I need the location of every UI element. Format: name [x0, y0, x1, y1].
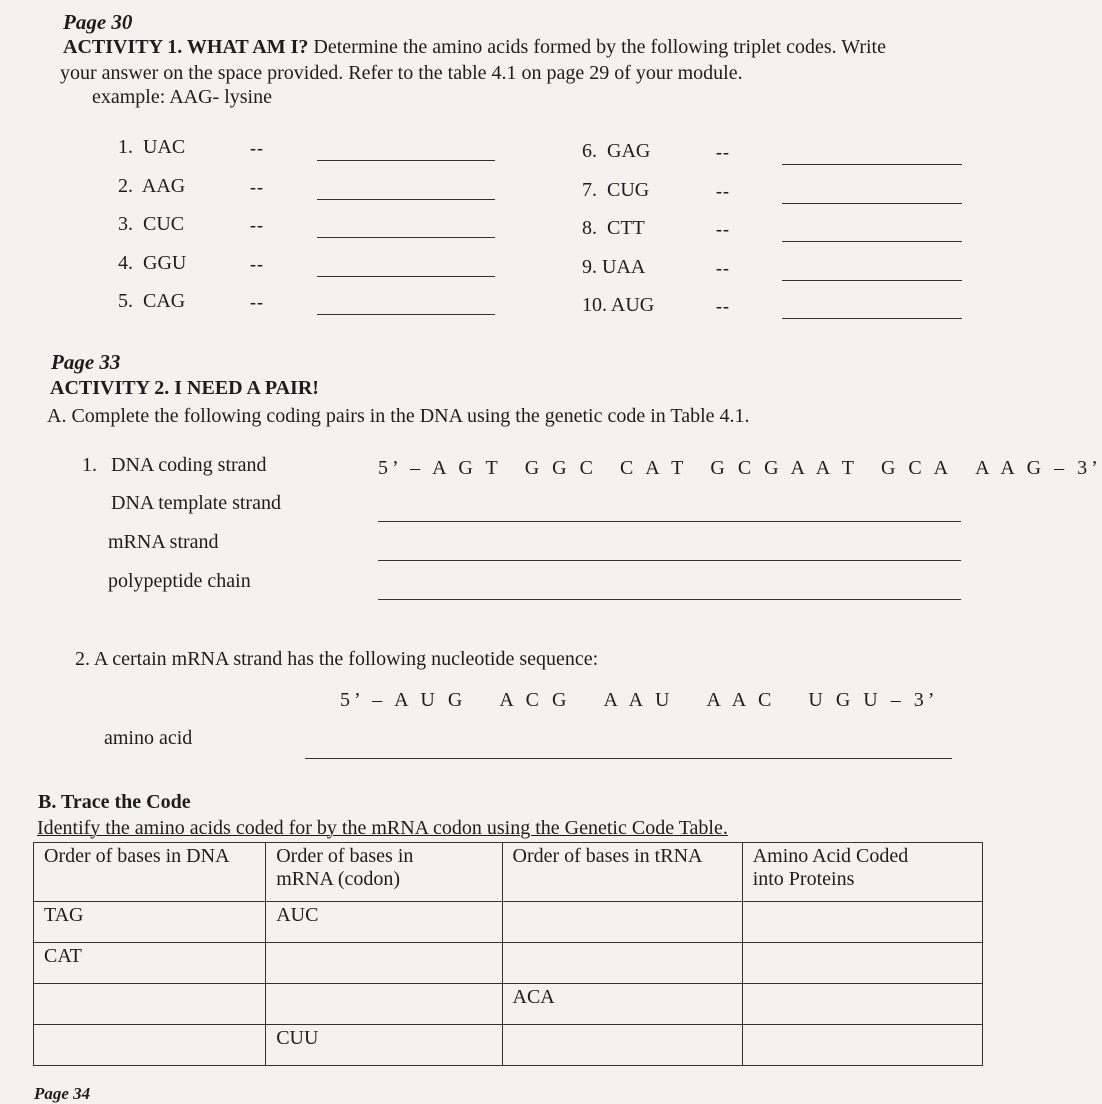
table-cell[interactable] [742, 943, 982, 984]
table-cell[interactable] [742, 984, 982, 1025]
table-cell[interactable] [502, 902, 742, 943]
table-cell[interactable]: CAT [34, 943, 266, 984]
answer-blank-triplet[interactable] [782, 164, 962, 165]
seq-segment: 5’ – A G T [378, 457, 502, 479]
table-cell[interactable]: AUC [266, 902, 502, 943]
triplet-separator: -- [250, 176, 264, 197]
q1-row-dna-coding: DNA coding strand [111, 454, 267, 476]
answer-blank-polypeptide[interactable] [378, 599, 961, 600]
answer-blank-amino-acid[interactable] [305, 758, 952, 759]
triplet-item-label: 9. UAA [582, 255, 646, 278]
part-b-title: B. Trace the Code [38, 791, 191, 813]
header-trna-text: Order of bases in tRNA [512, 845, 703, 867]
seq-segment: A A C [706, 689, 776, 711]
triplet-separator: -- [250, 138, 264, 158]
answer-blank-triplet[interactable] [317, 314, 495, 315]
header-mrna [266, 843, 502, 902]
q1-row-dna-template: DNA template strand [111, 492, 281, 514]
trace-table-body [34, 902, 983, 1066]
table-cell[interactable] [502, 1025, 742, 1066]
table-cell[interactable] [742, 1025, 982, 1066]
header-trna [502, 843, 742, 902]
triplet-item-label: 1. UAC [118, 136, 186, 158]
activity2-part-a: A. Complete the following coding pairs in the DNA using the genetic code in Table 4.1. [47, 405, 750, 427]
table-row [34, 1025, 983, 1066]
q1-row-polypeptide: polypeptide chain [108, 570, 251, 592]
header-amino-acid [742, 843, 982, 902]
table-cell[interactable] [266, 984, 502, 1025]
triplet-separator: -- [250, 215, 264, 235]
seq-segment: G C G A A T [710, 457, 858, 479]
seq-segment: A A U [603, 689, 674, 711]
table-header-row [34, 843, 983, 902]
table-cell[interactable] [266, 943, 502, 984]
answer-blank-triplet[interactable] [782, 241, 962, 242]
triplet-item-label: 10. AUG [582, 294, 655, 316]
q2-answer-label: amino acid [104, 727, 193, 749]
triplet-item-label: 2. AAG [118, 174, 186, 197]
page-label-33: Page 33 [51, 350, 121, 374]
triplet-item-label: 5. CAG [118, 290, 186, 312]
activity2-title: ACTIVITY 2. I NEED A PAIR! [50, 377, 319, 399]
seq-segment: A C G [499, 689, 571, 711]
triplet-separator: -- [716, 180, 730, 201]
triplet-separator: -- [716, 257, 730, 278]
answer-blank-triplet[interactable] [782, 280, 962, 281]
table-cell[interactable] [502, 943, 742, 984]
triplet-separator: -- [716, 296, 730, 316]
triplet-item-label: 6. GAG [582, 140, 651, 162]
q1-row-mrna: mRNA strand [108, 531, 219, 553]
table-row [34, 984, 983, 1025]
answer-blank-triplet[interactable] [317, 199, 495, 200]
answer-blank-triplet[interactable] [317, 276, 495, 277]
q2-text: 2. A certain mRNA strand has the following nucleotide sequence: [75, 648, 599, 670]
header-dna-text: Order of bases in DNA [44, 845, 230, 867]
triplet-item-label: 8. CTT [582, 217, 645, 239]
header-dna [34, 843, 266, 902]
activity1-title: ACTIVITY 1. WHAT AM I? [63, 36, 309, 58]
table-row [34, 902, 983, 943]
seq-segment: G G C [524, 457, 597, 479]
seq-segment: U G U – 3’ [808, 689, 939, 711]
answer-blank-triplet[interactable] [782, 203, 962, 204]
answer-blank-triplet[interactable] [317, 160, 495, 161]
trace-the-code-table [33, 842, 983, 1066]
answer-blank-triplet[interactable] [317, 237, 495, 238]
seq-segment: C A T [619, 457, 688, 479]
part-b-instructions: Identify the amino acids coded for by the mRNA codon using the Genetic Code Table. [37, 817, 728, 839]
page-label-30: Page 30 [63, 10, 133, 34]
answer-blank-mrna-strand[interactable] [378, 560, 961, 561]
triplet-item-label: 3. CUC [118, 213, 185, 235]
header-mrna-text: Order of bases in mRNA (codon) [276, 845, 414, 890]
answer-blank-template-strand[interactable] [378, 521, 961, 522]
triplet-item-label: 7. CUG [582, 178, 650, 201]
seq-segment: 5’ – A U G [340, 689, 467, 711]
activity1-heading [63, 36, 886, 59]
activity1-instructions-line2: your answer on the space provided. Refer to the table 4.1 on page 29 of your module. [60, 62, 743, 84]
activity1-example: example: AAG- lysine [92, 86, 272, 108]
table-cell[interactable] [34, 1025, 266, 1066]
activity1-instructions-line1: Determine the amino acids formed by the following triplet codes. Write [313, 36, 886, 58]
answer-blank-triplet[interactable] [782, 318, 962, 319]
page-label-34: Page 34 [34, 1084, 91, 1103]
triplet-item-label: 4. GGU [118, 251, 187, 274]
triplet-separator: -- [716, 142, 730, 162]
table-cell[interactable]: TAG [34, 902, 266, 943]
q2-mrna-sequence [340, 689, 938, 712]
triplet-separator: -- [716, 219, 730, 239]
triplet-separator: -- [250, 253, 264, 274]
triplet-separator: -- [250, 292, 264, 312]
table-row [34, 943, 983, 984]
header-amino-acid-text: Amino Acid Coded into Proteins [752, 845, 909, 890]
table-cell[interactable]: CUU [266, 1025, 502, 1066]
table-cell[interactable] [34, 984, 266, 1025]
table-cell[interactable] [742, 902, 982, 943]
table-cell[interactable]: ACA [502, 984, 742, 1025]
seq-segment: A A G – 3’ [975, 457, 1102, 479]
q1-coding-sequence [378, 457, 1102, 480]
q1-number: 1. [82, 454, 97, 476]
seq-segment: G C A [880, 457, 953, 479]
